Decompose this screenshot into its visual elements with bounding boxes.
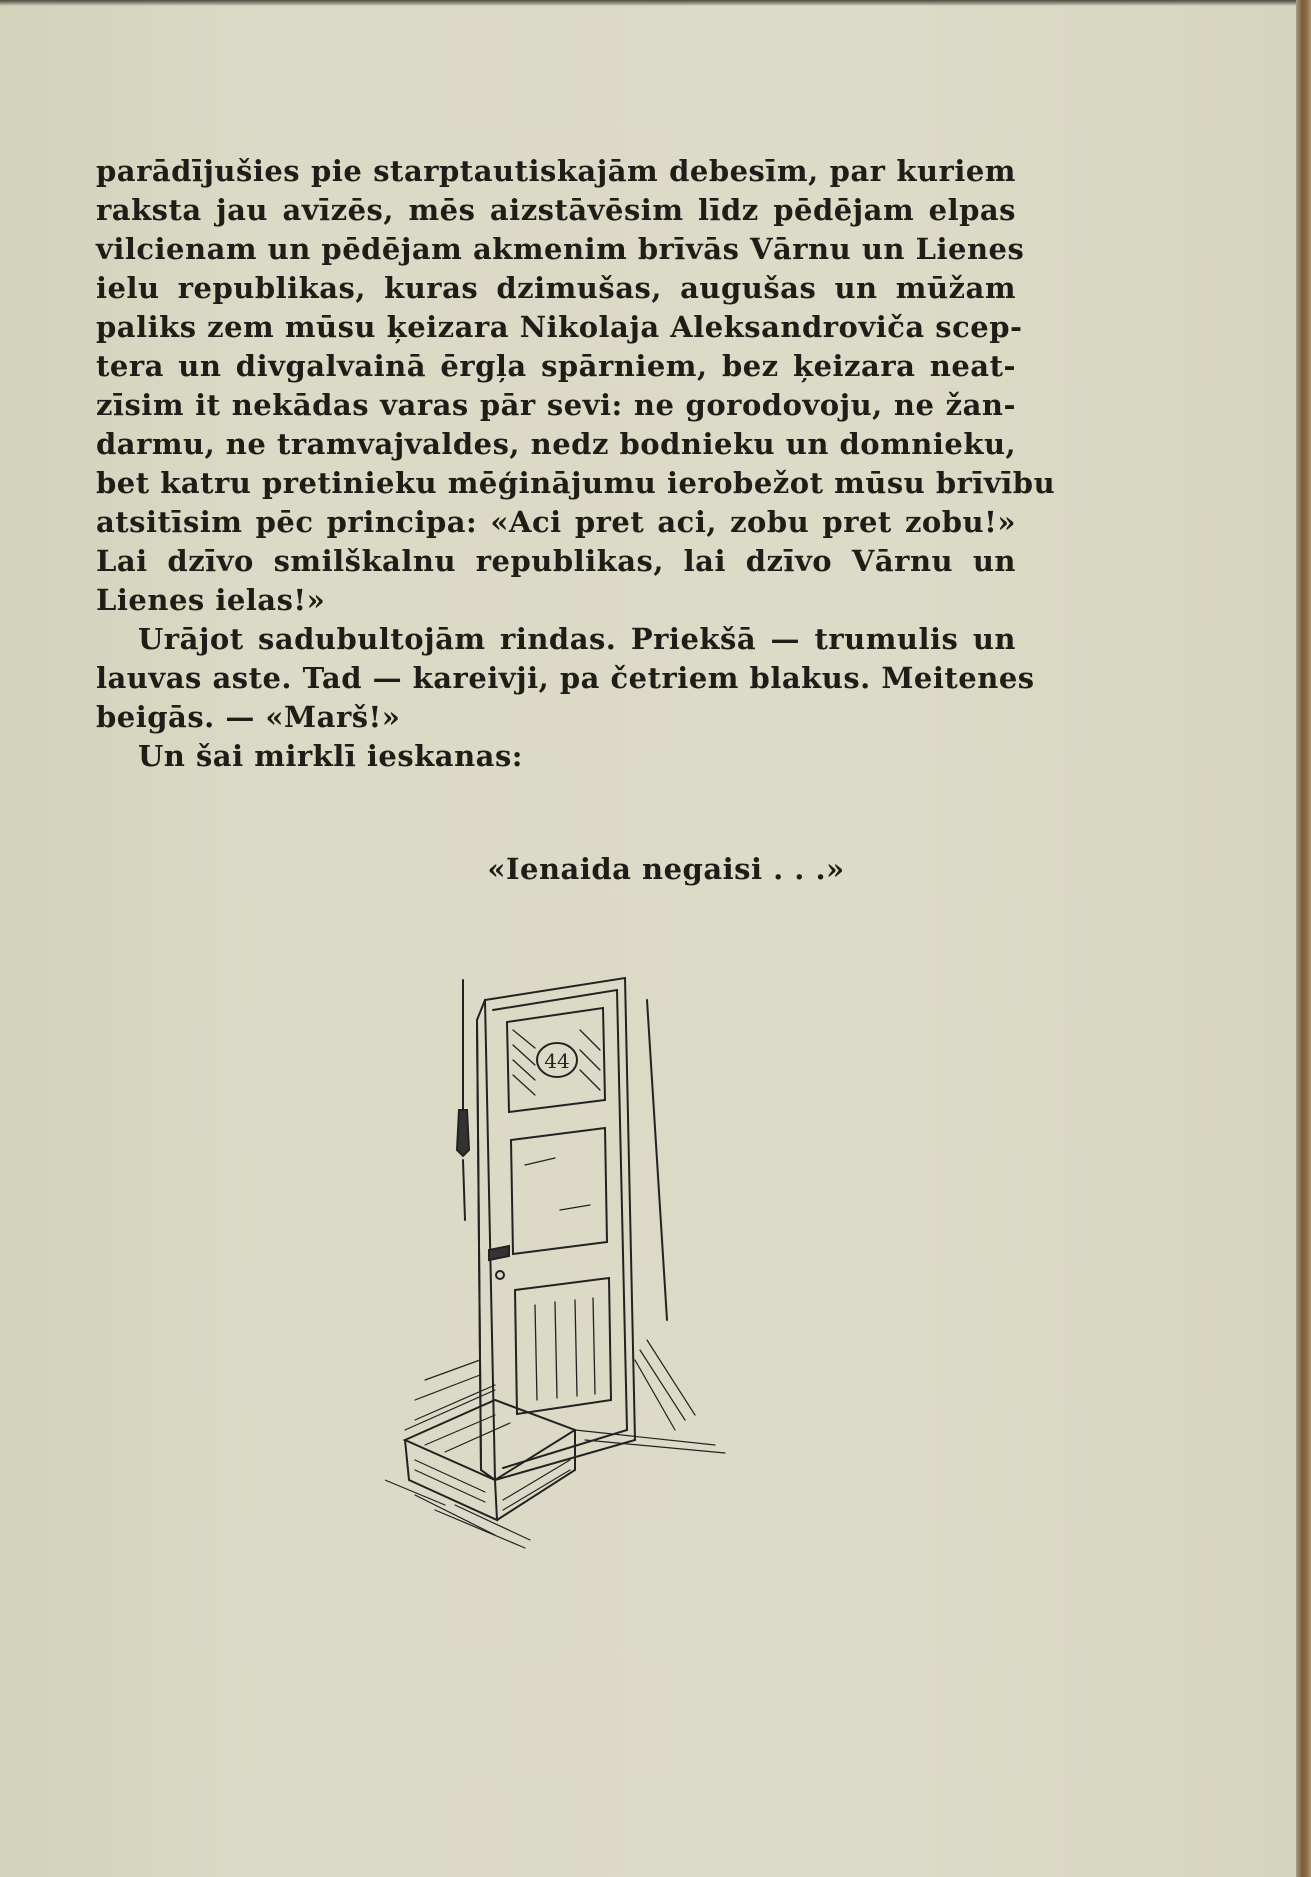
- text-line: beigās. — «Marš!»: [96, 700, 401, 734]
- text-line: lauvas aste. Tad — kareivji, pa četriem blakus. Meitenes: [96, 661, 1035, 695]
- text-line: bet katru pretinieku mēģinājumu ierobežot mūsu brīvību: [96, 466, 1056, 500]
- text-line: darmu, ne tramvajvaldes, nedz bodnieku un domnieku,: [96, 427, 1017, 461]
- text-line: atsitīsim pēc principa: «Aci pret aci, zobu pret zobu!»: [96, 505, 1016, 539]
- text-line: vilcienam un pēdējam akmenim brīvās Vārnu un Lienes: [96, 232, 1025, 266]
- door-illustration: [385, 960, 735, 1550]
- text-line: Un šai mirklī ieskanas:: [138, 739, 523, 773]
- song-quote: «Ienaida negaisi . . .»: [487, 852, 845, 886]
- page-top-edge: [0, 0, 1311, 6]
- text-line: Lai dzīvo smilškalnu republikas, lai dzīvo Vārnu un: [96, 544, 1016, 578]
- text-line: parādījušies pie starptautiskajām debesīm, par kuriem: [96, 154, 1016, 188]
- text-line: ielu republikas, kuras dzimušas, augušas un mūžam: [96, 271, 1016, 305]
- text-line: paliks zem mūsu ķeizara Nikolaja Aleksandroviča scep-: [96, 310, 1023, 344]
- book-cover-edge: [1296, 0, 1311, 1877]
- text-line: tera un divgalvainā ērgļa spārniem, bez ķeizara neat-: [96, 349, 1016, 383]
- text-line: zīsim it nekādas varas pār sevi: ne gorodovoju, ne žan-: [96, 388, 1016, 422]
- door-number: 44: [544, 1049, 570, 1073]
- body-text: [96, 152, 1056, 776]
- text-line: Lienes ielas!»: [96, 583, 326, 617]
- text-line: raksta jau avīzēs, mēs aizstāvēsim līdz pēdējam elpas: [96, 193, 1016, 227]
- text-line: Urājot sadubultojām rindas. Priekšā — trumulis un: [138, 622, 1016, 656]
